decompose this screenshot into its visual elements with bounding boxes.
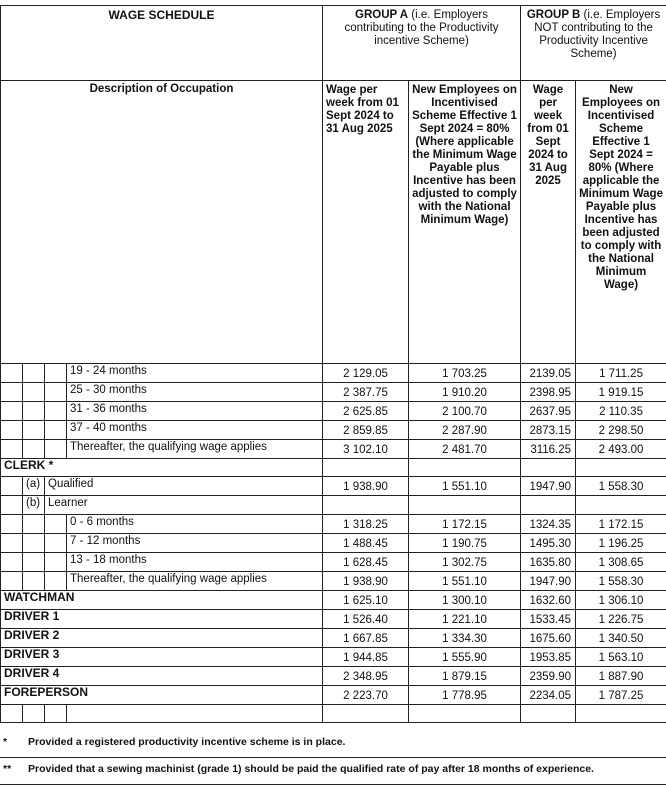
footnote-mark: * [3, 736, 8, 748]
table-row [1, 629, 666, 648]
row-code: (a) [23, 477, 45, 496]
wage-cell: 1953.85 [521, 648, 576, 667]
wage-cell: 1 551.10 [409, 477, 521, 496]
row-label: 37 - 40 months [67, 421, 323, 440]
col-b1-header: Wage per week from 01 Sept 2024 to 31 Aug 2025 [521, 81, 576, 364]
wage-cell: 2 348.95 [323, 667, 409, 686]
group-header-row [1, 6, 666, 81]
table-row-category [1, 459, 666, 477]
wage-cell: 2 859.85 [323, 421, 409, 440]
table-row [1, 402, 666, 421]
footnote-mark: ** [3, 763, 12, 775]
row-label: DRIVER 1 [1, 610, 323, 629]
wage-cell: 2359.90 [521, 667, 576, 686]
wage-cell: 2 493.00 [576, 440, 666, 459]
wage-cell: 1 196.25 [576, 534, 666, 553]
wage-schedule-table [0, 5, 666, 723]
wage-cell: 1632.60 [521, 591, 576, 610]
row-label: WATCHMAN [1, 591, 323, 610]
wage-cell: 1 787.25 [576, 686, 666, 705]
row-label: 25 - 30 months [67, 383, 323, 402]
footnote [0, 731, 666, 757]
table-row [1, 477, 666, 496]
table-row [1, 383, 666, 402]
table-row [1, 421, 666, 440]
table-row [1, 572, 666, 591]
wage-cell: 1 302.75 [409, 553, 521, 572]
table-row [1, 440, 666, 459]
row-label: Learner [45, 496, 323, 515]
wage-cell: 1 563.10 [576, 648, 666, 667]
wage-cell: 3 102.10 [323, 440, 409, 459]
wage-cell: 1495.30 [521, 534, 576, 553]
wage-cell: 1533.45 [521, 610, 576, 629]
footnote-text: Provided that a sewing machinist (grade 1) should be paid the qualified rate of pay after 18 months of experience. [28, 763, 594, 775]
wage-cell: 1 172.15 [576, 515, 666, 534]
wage-cell: 1675.60 [521, 629, 576, 648]
table-row [1, 686, 666, 705]
wage-cell: 1 887.90 [576, 667, 666, 686]
wage-cell: 3116.25 [521, 440, 576, 459]
row-label: Qualified [45, 477, 323, 496]
wage-cell: 2 100.70 [409, 402, 521, 421]
table-title: WAGE SCHEDULE [1, 6, 323, 81]
wage-cell: 2 287.90 [409, 421, 521, 440]
wage-cell: 1 172.15 [409, 515, 521, 534]
wage-cell: 1 221.10 [409, 610, 521, 629]
table-row [1, 534, 666, 553]
col-a2-header: New Employees on Incentivised Scheme Effective 1 Sept 2024 = 80% (Where applicable the Minimum Wage Payable plus Incentive has been adjusted to comply with the National Minimum Wage) [409, 81, 521, 364]
wage-cell: 1 226.75 [576, 610, 666, 629]
row-label: Thereafter, the qualifying wage applies [67, 572, 323, 591]
wage-cell: 1 625.10 [323, 591, 409, 610]
table-row [1, 515, 666, 534]
wage-cell: 1 318.25 [323, 515, 409, 534]
wage-cell: 1 551.10 [409, 572, 521, 591]
wage-cell: 1 944.85 [323, 648, 409, 667]
wage-cell: 1 667.85 [323, 629, 409, 648]
wage-cell: 1 555.90 [409, 648, 521, 667]
wage-cell: 1 703.25 [409, 364, 521, 383]
wage-cell: 2873.15 [521, 421, 576, 440]
wage-cell: 1 879.15 [409, 667, 521, 686]
wage-cell: 1 526.40 [323, 610, 409, 629]
wage-cell: 1 910.20 [409, 383, 521, 402]
category-clerk: CLERK * [1, 459, 323, 477]
wage-cell: 1947.90 [521, 572, 576, 591]
wage-cell: 1 558.30 [576, 572, 666, 591]
wage-cell: 1 778.95 [409, 686, 521, 705]
wage-cell: 2637.95 [521, 402, 576, 421]
wage-cell: 2 129.05 [323, 364, 409, 383]
description-header: Description of Occupation [1, 81, 323, 364]
wage-cell: 1 711.25 [576, 364, 666, 383]
row-label: DRIVER 2 [1, 629, 323, 648]
table-row [1, 591, 666, 610]
wage-cell: 1 919.15 [576, 383, 666, 402]
row-label: 7 - 12 months [67, 534, 323, 553]
wage-cell: 2 298.50 [576, 421, 666, 440]
group-a-header: GROUP A (i.e. Employers contributing to the Productivity incentive Scheme) [323, 6, 521, 81]
wage-cell: 1 334.30 [409, 629, 521, 648]
row-code: (b) [23, 496, 45, 515]
footnote-text: Provided a registered productivity incentive scheme is in place. [28, 736, 346, 748]
table-row [1, 553, 666, 572]
wage-cell: 1324.35 [521, 515, 576, 534]
row-label: 13 - 18 months [67, 553, 323, 572]
row-label: 31 - 36 months [67, 402, 323, 421]
wage-cell: 1 308.65 [576, 553, 666, 572]
table-row [1, 610, 666, 629]
footnotes [0, 731, 666, 785]
table-row [1, 364, 666, 383]
column-header-row [1, 81, 666, 364]
wage-cell: 1 340.50 [576, 629, 666, 648]
col-b2-header: New Employees on Incentivised Scheme Effective 1 Sept 2024 = 80% (Where applicable the Minimum Wage Payable plus Incentive has been adjusted to comply with the National Minimum Wage) [576, 81, 666, 364]
wage-cell: 1 306.10 [576, 591, 666, 610]
wage-cell: 1 190.75 [409, 534, 521, 553]
wage-cell: 2 625.85 [323, 402, 409, 421]
wage-cell: 1947.90 [521, 477, 576, 496]
table-row [1, 648, 666, 667]
group-b-header: GROUP B (i.e. Employers NOT contributing to the Productivity Incentive Scheme) [521, 6, 666, 81]
col-a1-header: Wage per week from 01 Sept 2024 to 31 Aug 2025 [323, 81, 409, 364]
wage-cell: 1 628.45 [323, 553, 409, 572]
wage-cell: 2 387.75 [323, 383, 409, 402]
footnote-divider [0, 784, 666, 785]
wage-cell: 2398.95 [521, 383, 576, 402]
wage-cell: 1 488.45 [323, 534, 409, 553]
row-label: Thereafter, the qualifying wage applies [67, 440, 323, 459]
wage-cell: 1635.80 [521, 553, 576, 572]
wage-cell: 2139.05 [521, 364, 576, 383]
table-row [1, 667, 666, 686]
wage-cell: 1 938.90 [323, 572, 409, 591]
wage-cell: 1 300.10 [409, 591, 521, 610]
row-label: DRIVER 3 [1, 648, 323, 667]
wage-cell: 2 481.70 [409, 440, 521, 459]
table-row [1, 496, 666, 515]
footnote [0, 758, 666, 784]
wage-cell: 1 938.90 [323, 477, 409, 496]
row-label: 19 - 24 months [67, 364, 323, 383]
row-label: FOREPERSON [1, 686, 323, 705]
wage-cell: 2 223.70 [323, 686, 409, 705]
row-label: DRIVER 4 [1, 667, 323, 686]
wage-cell: 2234.05 [521, 686, 576, 705]
wage-cell: 2 110.35 [576, 402, 666, 421]
table-row-empty [1, 705, 666, 723]
row-label: 0 - 6 months [67, 515, 323, 534]
wage-cell: 1 558.30 [576, 477, 666, 496]
